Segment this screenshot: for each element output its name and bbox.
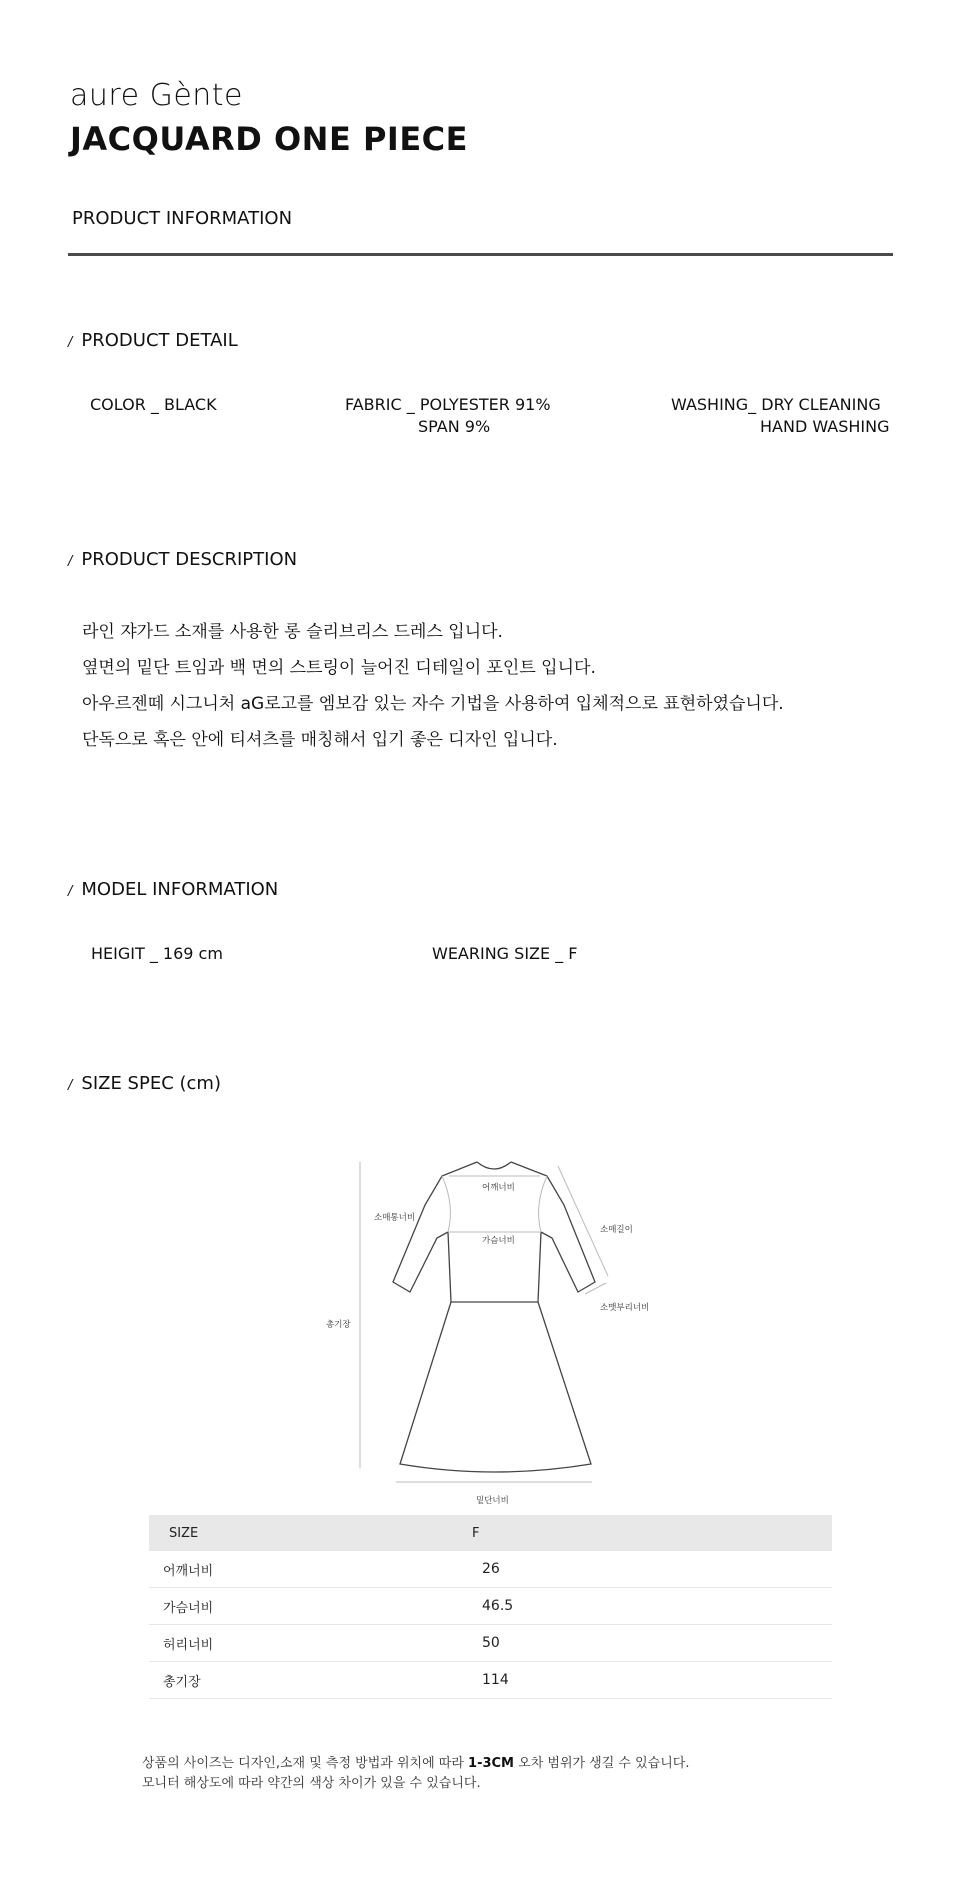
diagram-label-shoulder: 어깨너비 — [482, 1183, 515, 1193]
description-line: 라인 쟈가드 소재를 사용한 롱 슬리브리스 드레스 입니다. — [82, 622, 503, 642]
diagram-label-hem: 밑단너비 — [476, 1496, 509, 1506]
detail-washing-line2: HAND WASHING — [760, 417, 890, 436]
color-note: 모니터 해상도에 따라 약간의 색상 차이가 있을 수 있습니다. — [142, 1776, 481, 1791]
measurement-guides — [360, 1162, 608, 1482]
table-row — [149, 1625, 832, 1662]
product-title: JACQUARD ONE PIECE — [70, 120, 469, 158]
size-row-label: 허리너비 — [163, 1637, 214, 1653]
size-row-value: 50 — [482, 1635, 500, 1651]
size-spec-heading — [68, 1073, 221, 1094]
model-wearing-size: WEARING SIZE _ F — [432, 944, 578, 963]
product-detail-heading — [68, 330, 238, 351]
product-detail-heading-text: PRODUCT DETAIL — [81, 330, 238, 351]
brand-logo-text: aure Gènte — [70, 78, 244, 113]
size-table — [149, 1515, 832, 1699]
product-information-label: PRODUCT INFORMATION — [72, 208, 293, 229]
table-row — [149, 1662, 832, 1699]
detail-fabric-line2: SPAN 9% — [418, 417, 491, 436]
size-header-value: F — [472, 1525, 480, 1541]
size-note-text-after: 오차 범위가 생길 수 있습니다. — [514, 1756, 690, 1771]
size-row-value: 26 — [482, 1561, 500, 1577]
product-description-heading-text: PRODUCT DESCRIPTION — [81, 549, 298, 570]
description-line: 단독으로 혹은 안에 티셔츠를 매칭해서 입기 좋은 디자인 입니다. — [82, 730, 558, 750]
size-table-header — [149, 1515, 832, 1551]
table-row — [149, 1551, 832, 1588]
detail-color: COLOR _ BLACK — [90, 395, 217, 414]
slash-marker: / — [68, 554, 73, 569]
description-line: 옆면의 밑단 트임과 백 면의 스트링이 늘어진 디테일이 포인트 입니다. — [82, 658, 596, 678]
product-description-heading — [68, 549, 297, 570]
diagram-label-sleeve-length: 소매길이 — [600, 1225, 633, 1235]
size-row-label: 어깨너비 — [163, 1563, 214, 1579]
size-note — [142, 1752, 690, 1771]
size-header-label: SIZE — [169, 1525, 199, 1541]
size-note-text-before: 상품의 사이즈는 디자인,소재 및 측정 방법과 위치에 따라 — [142, 1756, 469, 1771]
diagram-label-chest: 가슴너비 — [482, 1236, 515, 1246]
diagram-label-sleeve-width: 소매통너비 — [374, 1213, 416, 1223]
slash-marker: / — [68, 884, 73, 899]
size-row-value: 46.5 — [482, 1598, 514, 1614]
size-row-label: 총기장 — [163, 1674, 201, 1690]
dress-measurement-diagram — [315, 1140, 655, 1510]
detail-fabric-line1: FABRIC _ POLYESTER 91% — [345, 395, 551, 414]
model-information-heading-text: MODEL INFORMATION — [81, 879, 279, 900]
detail-washing-line1: WASHING_ DRY CLEANING — [671, 395, 881, 414]
slash-marker: / — [68, 335, 73, 350]
dress-outline — [393, 1162, 595, 1472]
size-note-tolerance: 1-3CM — [468, 1756, 514, 1771]
slash-marker: / — [68, 1078, 73, 1093]
diagram-label-total-length: 총기장 — [326, 1320, 351, 1330]
model-height: HEIGIT _ 169 cm — [91, 944, 223, 963]
description-line: 아우르젠떼 시그니처 aG로고를 엠보감 있는 자수 기법을 사용하여 입체적으로 표현하였습니다. — [82, 694, 784, 714]
size-row-label: 가슴너비 — [163, 1600, 214, 1616]
table-row — [149, 1588, 832, 1625]
size-row-value: 114 — [482, 1672, 509, 1688]
model-information-heading — [68, 879, 278, 900]
diagram-label-cuff: 소맷부리너비 — [600, 1303, 650, 1313]
size-spec-heading-text: SIZE SPEC (cm) — [81, 1073, 221, 1094]
section-divider — [68, 253, 893, 256]
